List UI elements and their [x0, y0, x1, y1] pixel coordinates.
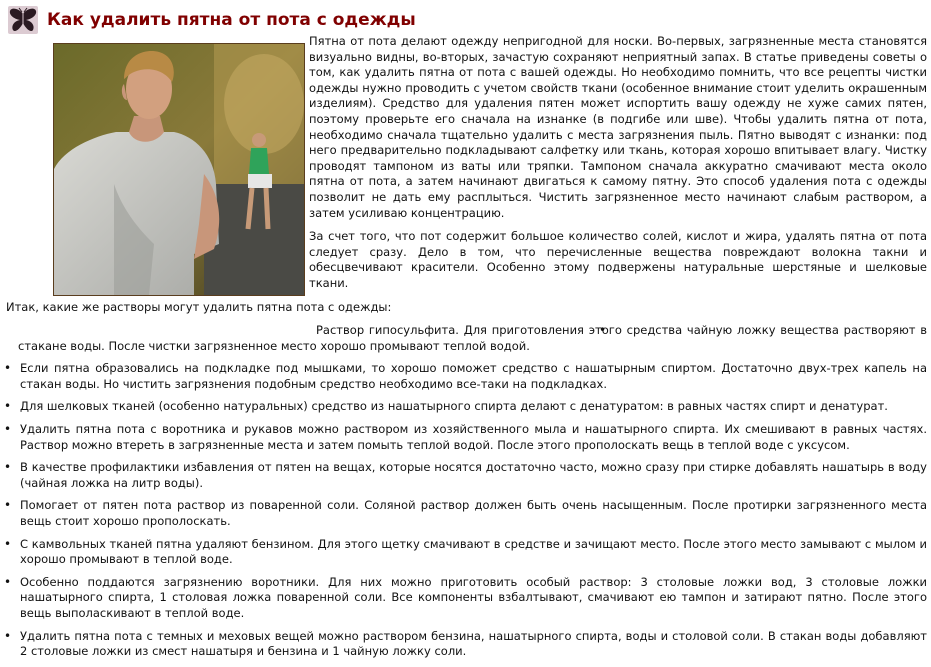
list-item: • Раствор гипосульфита. Для приготовления этого средства чайную ложку вещества растворяют в стакане воды. После чистки загрязненное место хорошо промывают теплой водой. — [0, 323, 931, 354]
list-item: • Удалить пятна пота с воротника и рукавов можно раствором из хозяйственного мыла и нашатырного спирта. Их смешивают в равных частях. Раствор можно втереть в загрязненные места и затем помыть теплой водой. После этого прополоскать вещь в теплой воде с уксусом. — [0, 422, 931, 453]
list-item: • Помогает от пятен пота раствор из поваренной соли. Соляной раствор должен быть очень насыщенным. После протирки загрязненного места вещь стоит хорошо прополоскать. — [0, 498, 931, 529]
solutions-lead: Итак, какие же растворы могут удалить пятна пота с одежды: — [6, 299, 392, 314]
list-item: • Удалить пятна пота с темных и меховых вещей можно раствором бензина, нашатырного спирта, воды и столовой соли. В стакан воды добавляют 2 столовые ложки из смест нашатыря и бензина и 1 чайную ложку соли. — [0, 629, 931, 660]
list-item: • Особенно поддаются загрязнению воротники. Для них можно приготовить особый раствор: 3 столовые ложки вод, 3 столовые ложки нашатырного спирта, 1 столовая ложка поваренной соли. Все компоненты взбалтывают, смачивают ею тампон и затирают пятно. После этого вещь выполаскивают в теплой воде. — [0, 575, 931, 622]
butterfly-icon — [8, 6, 38, 34]
salts-paragraph: За счет того, что пот содержит большое количество солей, кислот и жира, удалять пятна от пота следует сразу. Дело в том, что перечисленные вещества повреждают волокна такни и обесцвечивают красители. Особенно этому подвержены натуральные шерстяные и шелковые ткани. — [309, 229, 927, 290]
tips-list — [0, 323, 931, 660]
photo-spacer — [0, 34, 309, 299]
list-item: • С камвольных тканей пятна удаляют бензином. Для этого щетку смачивают в средстве и зачищают место. После этого место замывают с мылом и хорошо промывают в теплой воде. — [0, 537, 931, 568]
article-header — [8, 4, 923, 36]
list-item: • Для шелковых тканей (особенно натуральных) средство из нашатырного спирта делают с денатуратом: в равных частях спирт и денатурат. — [0, 399, 931, 415]
article-body — [0, 34, 931, 667]
intro-paragraph: Пятна от пота делают одежду непригодной для носки. Во-первых, загрязненные места становятся визуально видны, во-вторых, зачастую сохраняют неприятный запах. В статье приведены советы о том, как удалить пятна от пота с вашей одежды. Но необходимо помнить, что все рецепты чистки одежды нужно проводить с учетом свойств ткани (особенное внимание стоит уделить окрашенным изделиям). Средство для удаления пятен может испортить вашу одежду не хуже самих пятен, поэтому проверьте его сначала на изнанке (в подгибе или шве). Чтобы удалить пятна от пота, необходимо сначала тщательно удалить с места загрязнения пыль. Пятно выводят с изнанки: под него предварительно подкладывают салфетку или ткань, которая хорошо впитывает влагу. Чистку проводят тампоном из ваты или тряпки. Тампоном сначала аккуратно смачивают места около пятна от пота, а затем начинают двигаться к самому пятну. Это способ удаления пота с одежды позволит не дать ему расплыться. Чистить загрязненное место начинают слабым раствором, а затем усиливаю концентрацию. — [309, 34, 927, 220]
list-item: • Если пятна образовались на подкладке под мышками, то хорошо поможет средство с нашатырным спиртом. Достаточно двух-трех капель на стакан воды. Но чистить загрязнения подобным средство необходимо все-таки на подкладках. — [0, 361, 931, 392]
list-item: • В качестве профилактики избавления от пятен на вещах, которые носятся достаточно часто, можно сразу при стирке добавлять нашатырь в воду (чайная ложка на литр воды). — [0, 460, 931, 491]
page-title: Как удалить пятна от пота с одежды — [47, 10, 416, 30]
